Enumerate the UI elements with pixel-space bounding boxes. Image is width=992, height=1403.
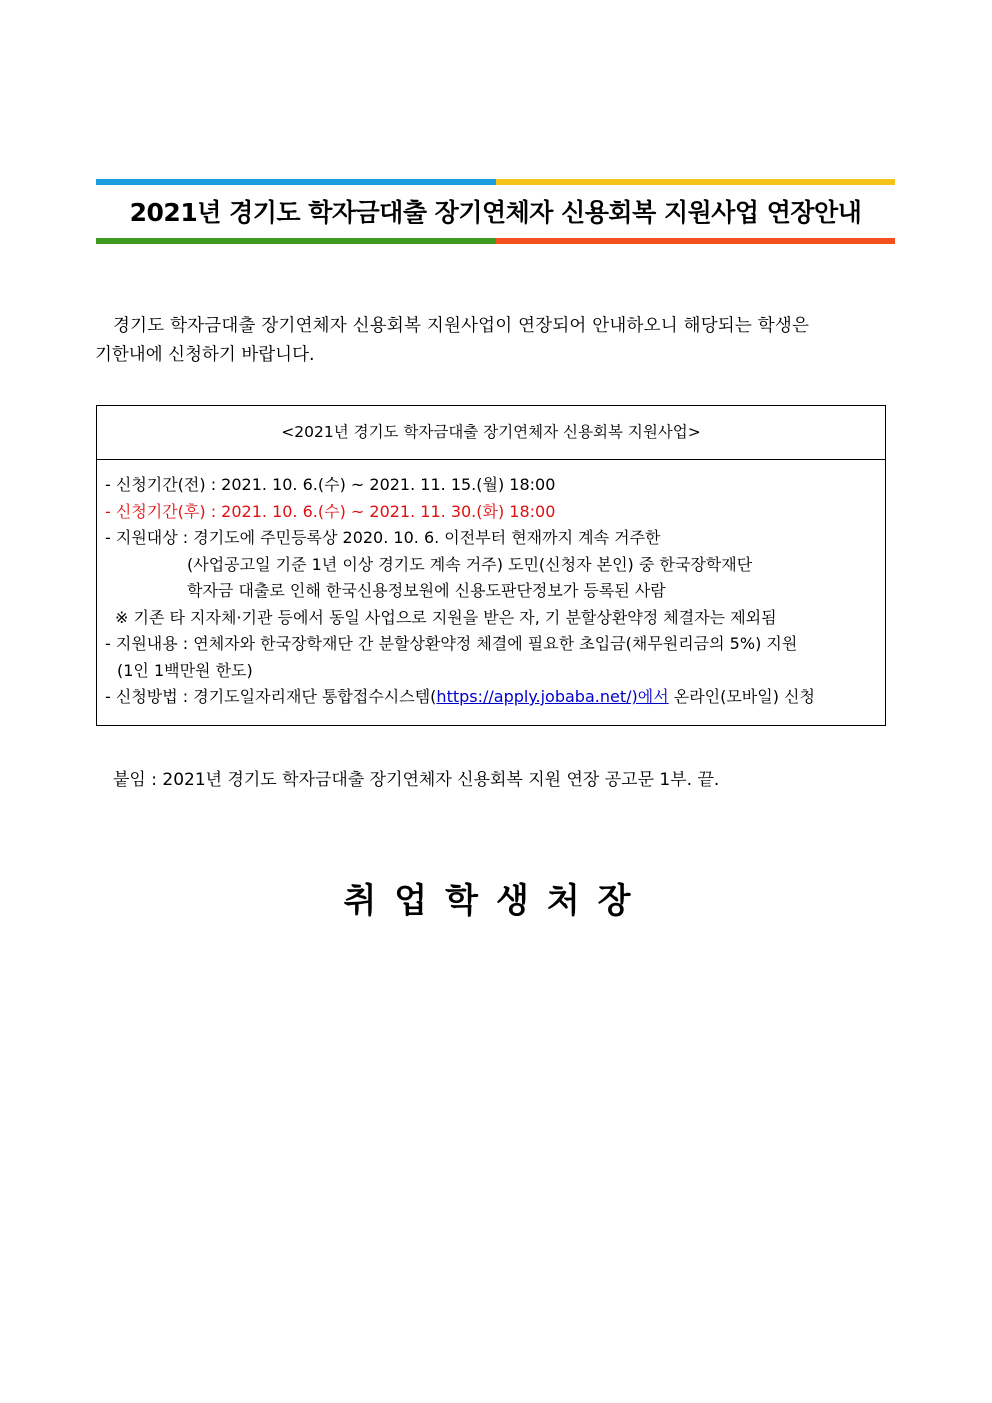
exclusion-note: ※ 기존 타 지자체·기관 등에서 동일 사업으로 지원을 받은 자, 기 분할상환약정 체결자는 제외됨 [115, 607, 777, 627]
period-before: - 신청기간(전) : 2021. 10. 6.(수) ~ 2021. 11. 15.(월) 18:00 [105, 475, 556, 494]
target-line-3: 학자금 대출로 인해 한국신용정보원에 신용도판단정보가 등록된 사람 [187, 581, 666, 600]
intro-line-2: 기한내에 신청하기 바랍니다. [95, 345, 315, 365]
signature: 취업학생처장 [343, 881, 649, 921]
info-box-body [97, 460, 885, 711]
method-suffix: 온라인(모바일) 신청 [668, 687, 815, 706]
title-bar-bottom-orange [496, 238, 895, 244]
content-line-1: - 지원내용 : 연체자와 한국장학재단 간 분할상환약정 체결에 필요한 초입금(채무원리금의 5%) 지원 [105, 634, 798, 653]
apply-link[interactable]: https://apply.jobaba.net/)에서 [436, 687, 669, 706]
info-box [96, 405, 886, 726]
target-line-1: - 지원대상 : 경기도에 주민등록상 2020. 10. 6. 이전부터 현재까지 계속 거주한 [105, 528, 661, 547]
content-line-2: (1인 1백만원 한도) [117, 660, 253, 680]
method-prefix: - 신청방법 : 경기도일자리재단 통합접수시스템( [105, 687, 437, 706]
title-block [96, 179, 895, 244]
target-line-2: (사업공고일 기준 1년 이상 경기도 계속 거주) 도민(신청자 본인) 중 한국장학재단 [187, 554, 753, 574]
title-bar-bottom-green [96, 238, 496, 244]
title-bar-top-blue [96, 179, 496, 185]
method-line [105, 684, 885, 711]
intro-paragraph [95, 312, 897, 370]
info-box-heading: <2021년 경기도 학자금대출 장기연체자 신용회복 지원사업> [97, 406, 885, 460]
intro-line-1: 경기도 학자금대출 장기연체자 신용회복 지원사업이 연장되어 안내하오니 해당되는 학생은 [113, 316, 810, 336]
page-title: 2021년 경기도 학자금대출 장기연체자 신용회복 지원사업 연장안내 [129, 198, 862, 227]
attachment-note: 붙임 : 2021년 경기도 학자금대출 장기연체자 신용회복 지원 연장 공고문 1부. 끝. [113, 770, 720, 790]
period-after: - 신청기간(후) : 2021. 10. 6.(수) ~ 2021. 11. 30.(화) 18:00 [105, 501, 556, 521]
title-bar-top-yellow [496, 179, 895, 185]
